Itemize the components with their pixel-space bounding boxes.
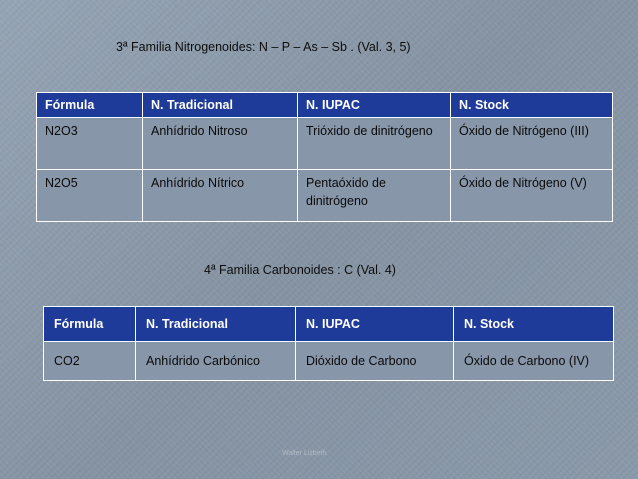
iupac-name-cell: Trióxido de dinitrógeno [298, 118, 451, 170]
column-header-traditional: N. Tradicional [143, 93, 298, 118]
stock-name-cell: Óxido de Nitrógeno (V) [451, 170, 613, 222]
column-header-stock: N. Stock [454, 307, 614, 342]
table-row [44, 342, 614, 381]
formula-cell: N2O5 [37, 170, 143, 222]
carbonoides-table [43, 306, 614, 381]
traditional-name-cell: Anhídrido Nítrico [143, 170, 298, 222]
iupac-name-cell: Pentaóxido de dinitrógeno [298, 170, 451, 222]
table-header-row [44, 307, 614, 342]
column-header-formula: Fórmula [37, 93, 143, 118]
column-header-stock: N. Stock [451, 93, 613, 118]
stock-name-cell: Óxido de Nitrógeno (III) [451, 118, 613, 170]
column-header-iupac: N. IUPAC [298, 93, 451, 118]
column-header-iupac: N. IUPAC [296, 307, 454, 342]
family-4-heading: 4ª Familia Carbonoides : C (Val. 4) [204, 263, 396, 277]
column-header-traditional: N. Tradicional [136, 307, 296, 342]
table-row [37, 170, 613, 222]
watermark-text: Walter Lizbeth [282, 450, 327, 457]
table-row [37, 118, 613, 170]
iupac-name-cell: Dióxido de Carbono [296, 342, 454, 381]
traditional-name-cell: Anhídrido Nitroso [143, 118, 298, 170]
table-header-row [37, 93, 613, 118]
traditional-name-cell: Anhídrido Carbónico [136, 342, 296, 381]
stock-name-cell: Óxido de Carbono (IV) [454, 342, 614, 381]
formula-cell: CO2 [44, 342, 136, 381]
family-3-heading: 3ª Familia Nitrogenoides: N – P – As – Sb . (Val. 3, 5) [116, 40, 411, 54]
formula-cell: N2O3 [37, 118, 143, 170]
column-header-formula: Fórmula [44, 307, 136, 342]
nitrogenoides-table [36, 92, 613, 222]
